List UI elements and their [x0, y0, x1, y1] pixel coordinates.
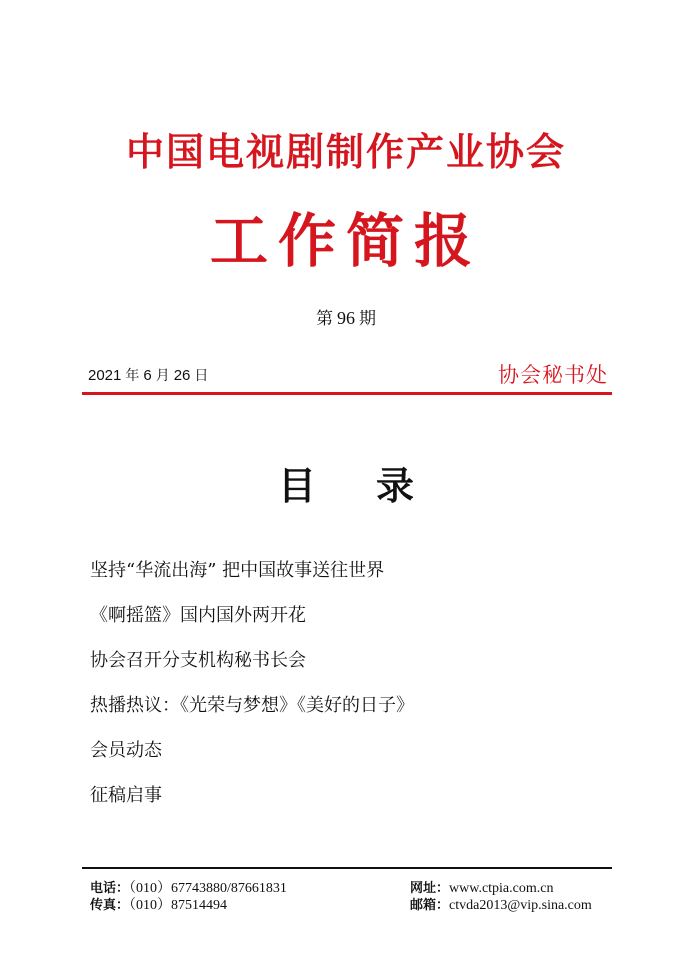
footer-phone: [90, 880, 287, 898]
date-day-unit: 日: [194, 368, 209, 384]
toc-item: 征稿启事: [90, 785, 162, 806]
toc-item: 坚持“华流出海” 把中国故事送往世界: [90, 560, 385, 581]
table-of-contents-list: [90, 556, 414, 826]
toc-title-part-1: 目: [277, 463, 316, 508]
date-year: 2021: [88, 367, 122, 384]
issue-number-value: 96: [337, 308, 355, 328]
toc-title-part-2: 录: [376, 463, 415, 508]
phone-label: 电话：: [90, 881, 130, 896]
footer-divider: [82, 867, 612, 869]
footer-email: [410, 897, 592, 915]
date-day: 26: [173, 367, 191, 384]
date-month: 6: [143, 367, 152, 384]
issue-prefix: 第: [316, 309, 333, 329]
publication-date: [88, 366, 208, 386]
table-of-contents-title: [0, 462, 692, 510]
fax-label: 传真：: [90, 898, 130, 913]
fax-value: （010）87514494: [129, 898, 228, 913]
issue-suffix: 期: [359, 309, 376, 329]
organization-title: 中国电视剧制作产业协会: [125, 129, 566, 174]
phone-value: （010）67743880/87661831: [129, 881, 287, 896]
toc-item: 协会召开分支机构秘书长会: [90, 650, 306, 671]
toc-item: 会员动态: [90, 740, 162, 761]
email-label: 邮箱：: [410, 898, 450, 913]
toc-item: 《啊摇篮》国内国外两开花: [90, 605, 306, 626]
toc-item: 热播热议：《光荣与梦想》《美好的日子》: [90, 695, 414, 716]
issuer-secretariat: 协会秘书处: [498, 363, 608, 387]
header-divider: [82, 392, 612, 395]
email-value: ctvda2013@vip.sina.com: [449, 898, 592, 913]
footer-fax: [90, 897, 227, 915]
date-year-unit: 年: [125, 368, 140, 384]
footer-website: [410, 880, 553, 898]
website-value: www.ctpia.com.cn: [449, 881, 554, 896]
report-title: 工作简报: [209, 207, 482, 275]
issue-number: [0, 306, 692, 331]
date-month-unit: 月: [155, 368, 170, 384]
website-label: 网址：: [410, 881, 450, 896]
